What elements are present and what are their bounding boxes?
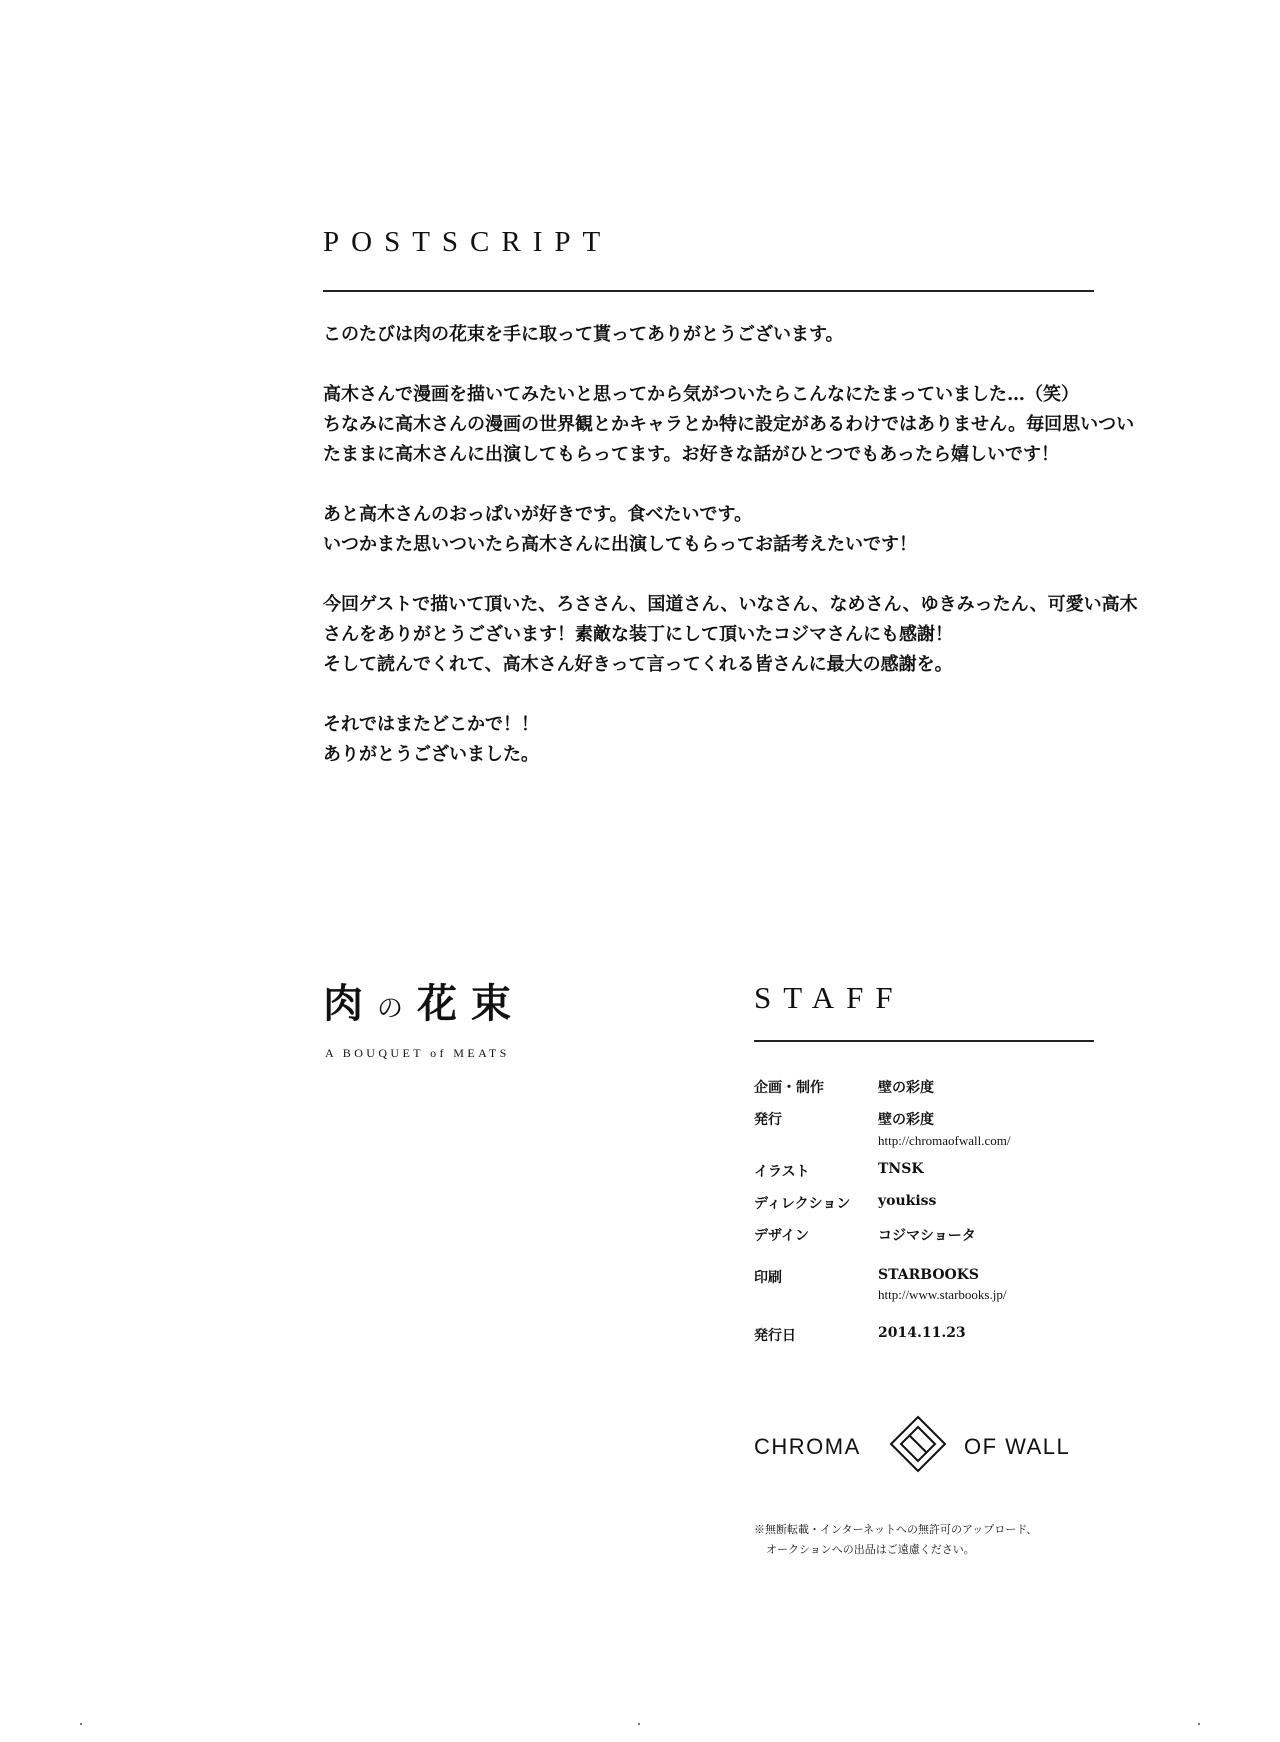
staff-value-text: 壁の彩度 (878, 1080, 934, 1096)
staff-role: 企画・制作 (754, 1080, 824, 1096)
staff-role: 印刷 (754, 1270, 782, 1286)
staff-value-text: 2014.11.23 (878, 1325, 966, 1341)
staff-value (878, 1325, 1114, 1345)
staff-value-text: TNSK (878, 1161, 924, 1177)
copyright-notice (754, 1520, 1037, 1560)
staff-value-text: 壁の彩度 (878, 1112, 934, 1128)
text-line: あと高木さんのおっぱいが好きです。食べたいです。 (323, 504, 753, 525)
text-line: ありがとうございました。 (323, 744, 539, 765)
logo-text-left: CHROMA (754, 1434, 861, 1459)
text-line: それではまたどこかで！！ (323, 714, 539, 735)
staff-role: 発行日 (754, 1328, 796, 1344)
crop-mark (638, 1723, 640, 1725)
paragraph (323, 710, 1113, 770)
staff-value (878, 1193, 1114, 1213)
notice-line: ※無断転載・インターネットへの無許可のアップロード、 (754, 1523, 1038, 1536)
staff-row (754, 1225, 1114, 1245)
staff-row (754, 1325, 1114, 1345)
postscript-title: POSTSCRIPT (323, 226, 613, 258)
crop-mark (80, 1723, 82, 1725)
book-subtitle: A BOUQUET of MEATS (325, 1046, 510, 1060)
staff-role: デザイン (754, 1228, 810, 1244)
text-line: いつかまた思いついたら高木さんに出演してもらってお話考えたいです！ (323, 534, 917, 555)
staff-role: 発行 (754, 1112, 782, 1128)
book-title (323, 972, 525, 1029)
staff-role: ディレクション (754, 1196, 851, 1212)
book-title-char: 肉 (323, 980, 377, 1027)
staff-value (878, 1109, 1114, 1149)
staff-title: STAFF (754, 980, 905, 1015)
staff-row (754, 1193, 1114, 1213)
staff-row (754, 1109, 1114, 1149)
paragraph (323, 320, 1113, 350)
text-line: 今回ゲストで描いて頂いた、ろささん、国道さん、いなさん、なめさん、ゆきみったん、可愛い高木 (323, 594, 1138, 615)
staff-row (754, 1077, 1114, 1097)
staff-role: イラスト (754, 1164, 810, 1180)
staff-value-text: youkiss (878, 1193, 937, 1209)
staff-value (878, 1161, 1114, 1181)
staff-value-text: STARBOOKS (878, 1267, 980, 1283)
logo-mark-icon (888, 1414, 948, 1474)
postscript-body (323, 320, 1138, 800)
staff-value-text: コジマショータ (878, 1228, 976, 1244)
book-title-char: 花 (417, 980, 472, 1027)
postscript-divider (323, 290, 1094, 292)
text-line: たままに高木さんに出演してもらってます。お好きな話がひとつでもあったら嬉しいです！ (323, 444, 1060, 465)
chroma-of-wall-logo (752, 1412, 1098, 1476)
printer-url[interactable]: http://www.starbooks.jp/ (878, 1287, 1007, 1302)
text-line: ちなみに高木さんの漫画の世界観とかキャラとか特に設定があるわけではありません。毎回思いつい (323, 414, 1135, 435)
staff-row (754, 1267, 1114, 1303)
publisher-url[interactable]: http://chromaofwall.com/ (878, 1133, 1011, 1148)
staff-value (878, 1267, 1114, 1303)
logo-text-right: OF WALL (964, 1434, 1071, 1459)
text-line: そして読んでくれて、高木さん好きって言ってくれる皆さんに最大の感謝を。 (323, 654, 953, 675)
text-line: このたびは肉の花束を手に取って貰ってありがとうございます。 (323, 324, 844, 345)
paragraph (323, 590, 1138, 680)
text-line: さんをありがとうございます！素敵な装丁にして頂いたコジマさんにも感謝！ (323, 624, 953, 645)
staff-value (878, 1225, 1114, 1245)
book-title-char: 束 (471, 980, 526, 1027)
book-title-char: の (377, 994, 418, 1024)
staff-value (878, 1077, 1114, 1097)
staff-list (754, 1077, 1114, 1345)
crop-mark (1198, 1723, 1200, 1725)
notice-line: オークションへの出品はご遠慮ください。 (766, 1543, 975, 1556)
paragraph (323, 380, 1135, 470)
staff-row (754, 1161, 1114, 1181)
staff-divider (754, 1040, 1094, 1042)
paragraph (323, 500, 1113, 560)
text-line: 高木さんで漫画を描いてみたいと思ってから気がついたらこんなにたまっていました…（笑） (323, 384, 1079, 405)
